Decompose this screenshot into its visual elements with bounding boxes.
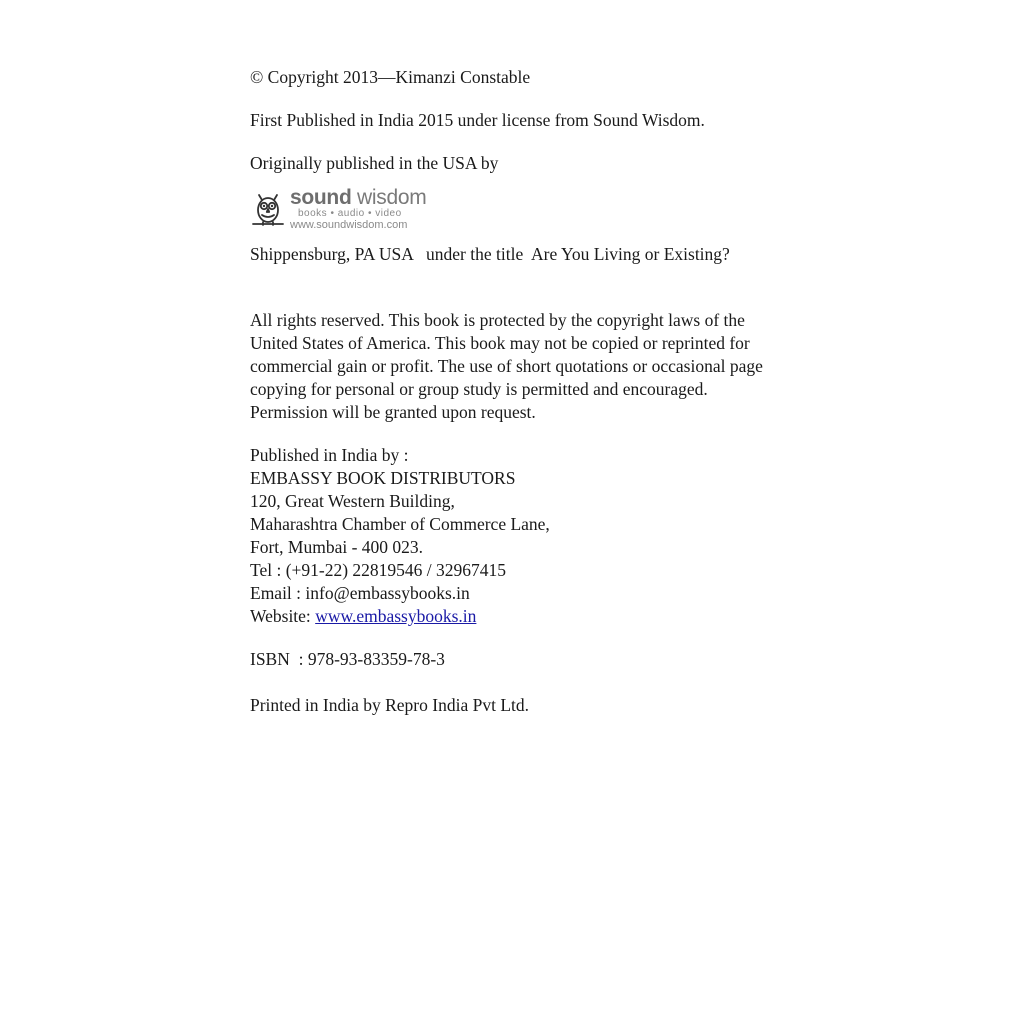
website-link[interactable]: www.embassybooks.in [315, 606, 477, 626]
publisher-address-line: Maharashtra Chamber of Commerce Lane, [250, 514, 550, 534]
isbn: ISBN : 978-93-83359-78-3 [250, 649, 445, 669]
logo-brand-rest: wisdom [351, 186, 427, 209]
logo-brand-bold: sound [290, 186, 352, 209]
printer-notice: Printed in India by Repro India Pvt Ltd. [250, 695, 529, 715]
rights-line: copying for personal or group study is permitted and encouraged. [250, 379, 708, 399]
rights-line: All rights reserved. This book is protected by the copyright laws of the [250, 310, 745, 330]
website-label: Website: [250, 606, 316, 626]
logo-tagline: books • audio • video [298, 208, 402, 219]
publisher-address-line: 120, Great Western Building, [250, 491, 455, 511]
owl-icon [250, 189, 286, 229]
rights-line: commercial gain or profit. The use of short quotations or occasional page [250, 356, 763, 376]
publisher-telephone: Tel : (+91-22) 22819546 / 32967415 [250, 560, 507, 580]
logo-url: www.soundwisdom.com [290, 219, 408, 231]
sound-wisdom-logo [250, 185, 770, 233]
publisher-heading: Published in India by : [250, 445, 409, 465]
originally-published-notice: Originally published in the USA by [250, 153, 499, 173]
publisher-website [250, 605, 770, 628]
original-title-notice: Shippensburg, PA USA under the title Are You Living or Existing? [250, 244, 730, 264]
publisher-block [250, 444, 770, 628]
rights-line: United States of America. This book may not be copied or reprinted for [250, 333, 750, 353]
rights-line: Permission will be granted upon request. [250, 402, 536, 422]
copyright-page [250, 66, 770, 717]
publisher-email: Email : info@embassybooks.in [250, 583, 470, 603]
first-published-notice: First Published in India 2015 under license from Sound Wisdom. [250, 110, 705, 130]
publisher-name: EMBASSY BOOK DISTRIBUTORS [250, 468, 516, 488]
copyright-notice: © Copyright 2013—Kimanzi Constable [250, 67, 531, 87]
publisher-address-line: Fort, Mumbai - 400 023. [250, 537, 424, 557]
rights-reserved-paragraph [250, 309, 770, 424]
